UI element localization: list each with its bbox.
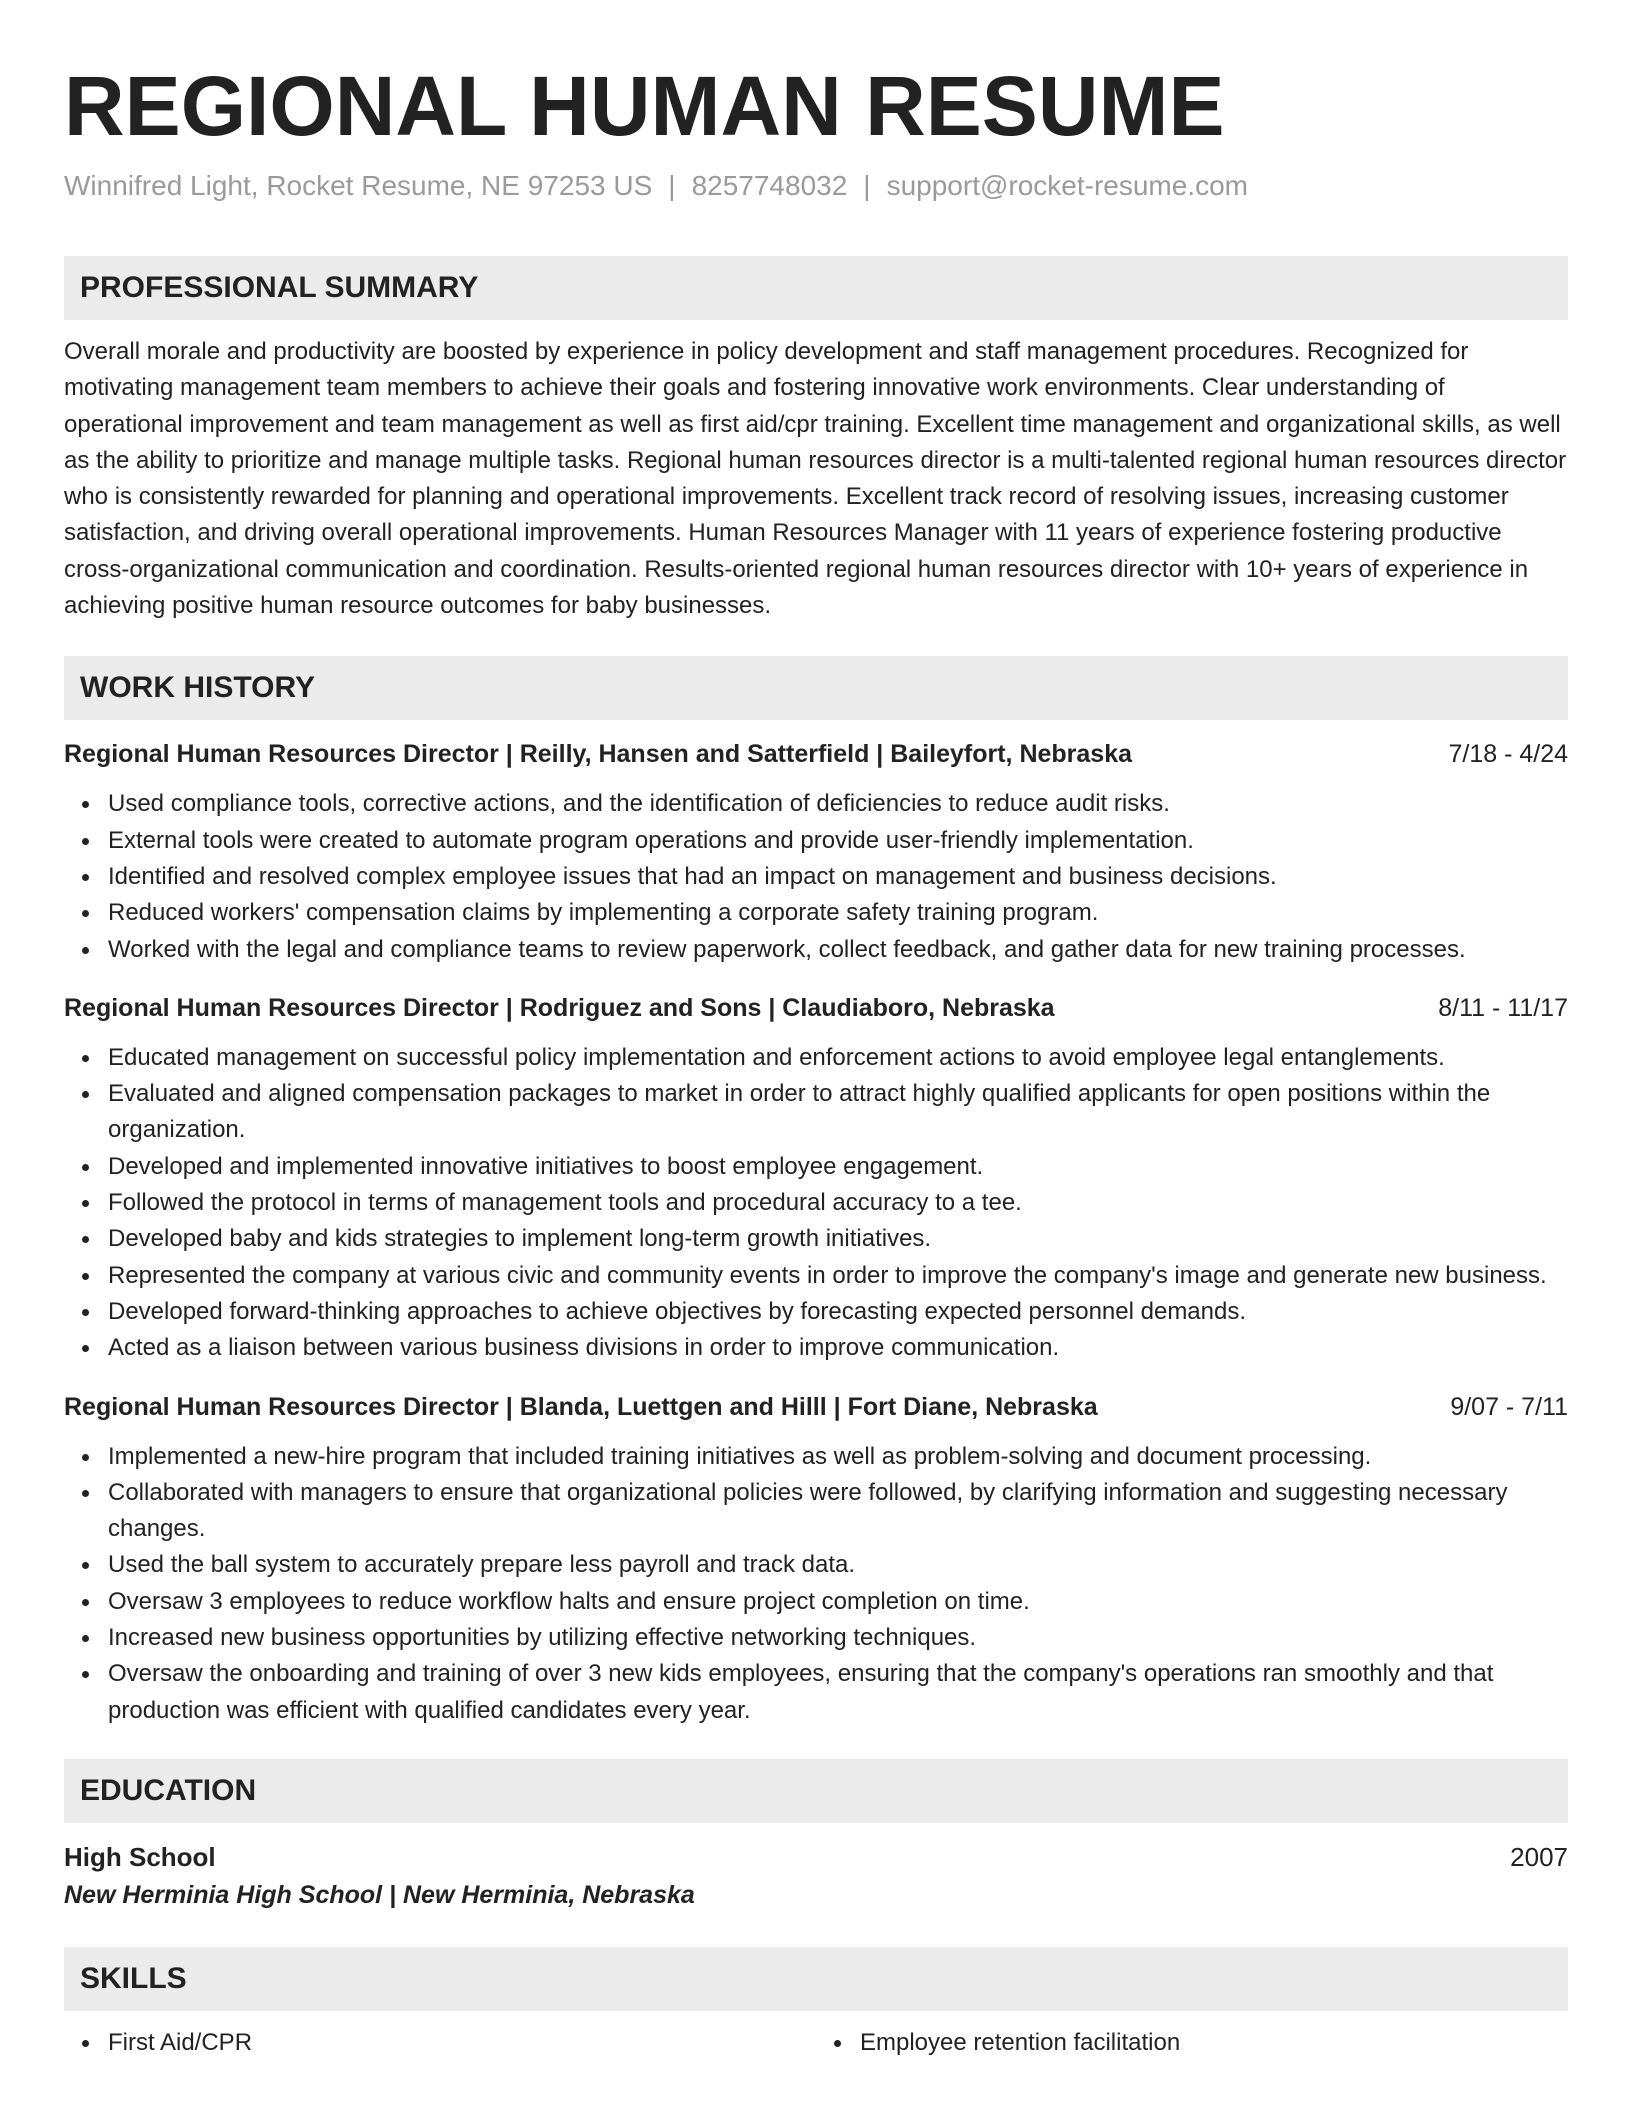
bullet-icon [82, 1236, 89, 1243]
list-item [64, 1620, 1568, 1656]
bullet-icon [82, 1309, 89, 1316]
list-item [64, 1547, 1568, 1583]
list-item-text: Developed baby and kids strategies to implement long-term growth initiatives. [108, 1225, 932, 1253]
bullet-icon [82, 1454, 89, 1461]
contact-email: support@rocket-resume.com [886, 170, 1249, 201]
education-degree: High School [64, 1841, 216, 1872]
bullet-icon [82, 947, 89, 954]
skills-list-right [816, 2025, 1568, 2061]
list-item-text: Oversaw the onboarding and training of over 3 new kids employees, ensuring that the company's operations ran smoothly and that production was efficient with qualified candidates every year. [108, 1660, 1494, 1724]
job-entry [64, 990, 1568, 1367]
education-year: 2007 [1510, 1841, 1568, 1872]
contact-line [64, 168, 1568, 204]
job-header [64, 1389, 1568, 1425]
list-item [64, 895, 1568, 931]
section-heading-skills: SKILLS [64, 1947, 1568, 2011]
section-heading-education: EDUCATION [64, 1759, 1568, 1823]
job-entry [64, 1389, 1568, 1729]
skill-text: Employee retention facilitation [860, 2028, 1181, 2056]
contact-phone: 8257748032 [691, 170, 848, 201]
list-item [64, 1656, 1568, 1729]
section-heading-summary: PROFESSIONAL SUMMARY [64, 256, 1568, 320]
bullet-icon [82, 1273, 89, 1280]
contact-separator: | [668, 170, 676, 201]
bullet-icon [82, 801, 89, 808]
skill-text: First Aid/CPR [108, 2028, 253, 2056]
education-school: New Herminia High School | New Herminia, Nebraska [64, 1880, 695, 1909]
list-item-text: Collaborated with managers to ensure that organizational policies were followed, by clarifying information and suggesting necessary changes. [108, 1478, 1508, 1543]
bullet-icon [82, 1599, 89, 1606]
job-header [64, 736, 1568, 772]
job-title: Regional Human Resources Director | Blanda, Luettgen and Hilll | Fort Diane, Nebraska [64, 1392, 1098, 1421]
skills-columns [64, 2025, 1568, 2061]
list-item [64, 786, 1568, 822]
bullet-icon [82, 838, 89, 845]
section-heading-work-history: WORK HISTORY [64, 656, 1568, 720]
bullet-icon [834, 2040, 841, 2047]
job-dates: 7/18 - 4/24 [1448, 740, 1568, 769]
list-item [816, 2025, 1568, 2061]
list-item-text: Oversaw 3 employees to reduce workflow halts and ensure project completion on time. [108, 1587, 1030, 1615]
list-item [64, 2025, 816, 2061]
job-header [64, 990, 1568, 1026]
job-title: Regional Human Resources Director | Rodriguez and Sons | Claudiaboro, Nebraska [64, 993, 1055, 1022]
list-item-text: External tools were created to automate program operations and provide user-friendly implementation. [108, 826, 1194, 854]
list-item [64, 1149, 1568, 1185]
list-item-text: Used the ball system to accurately prepare less payroll and track data. [108, 1551, 856, 1579]
list-item [64, 1258, 1568, 1294]
list-item-text: Developed forward-thinking approaches to achieve objectives by forecasting expected personnel demands. [108, 1297, 1247, 1325]
list-item [64, 1475, 1568, 1548]
bullet-icon [82, 874, 89, 881]
bullet-icon [82, 1345, 89, 1352]
list-item-text: Used compliance tools, corrective actions, and the identification of deficiencies to reduce audit risks. [108, 790, 1170, 818]
list-item-text: Identified and resolved complex employee issues that had an impact on management and business decisions. [108, 862, 1277, 890]
bullet-icon [82, 1671, 89, 1678]
list-item [64, 1221, 1568, 1257]
list-item [64, 932, 1568, 968]
bullet-icon [82, 2040, 89, 2047]
list-item-text: Worked with the legal and compliance teams to review paperwork, collect feedback, and gather data for new training processes. [108, 935, 1466, 963]
job-entry [64, 736, 1568, 967]
list-item-text: Developed and implemented innovative initiatives to boost employee engagement. [108, 1152, 984, 1180]
list-item [64, 859, 1568, 895]
job-bullets [64, 1040, 1568, 1367]
list-item [64, 1185, 1568, 1221]
list-item-text: Implemented a new-hire program that included training initiatives as well as problem-solving and document processing. [108, 1442, 1372, 1470]
list-item [64, 1439, 1568, 1475]
list-item-text: Increased new business opportunities by utilizing effective networking techniques. [108, 1624, 977, 1652]
skills-list-left [64, 2025, 816, 2061]
list-item-text: Followed the protocol in terms of management tools and procedural accuracy to a tee. [108, 1189, 1022, 1217]
education-entry [64, 1839, 1568, 1913]
education-header [64, 1839, 1568, 1875]
job-bullets [64, 786, 1568, 967]
job-dates: 9/07 - 7/11 [1450, 1392, 1568, 1421]
list-item-text: Educated management on successful policy implementation and enforcement actions to avoid employee legal entanglements. [108, 1043, 1445, 1071]
resume-name: REGIONAL HUMAN RESUME [64, 59, 1225, 153]
bullet-icon [82, 910, 89, 917]
bullet-icon [82, 1635, 89, 1642]
contact-address: Winnifred Light, Rocket Resume, NE 97253 US [64, 170, 653, 201]
bullet-icon [82, 1164, 89, 1171]
list-item [64, 1294, 1568, 1330]
bullet-icon [82, 1490, 89, 1497]
list-item [64, 1040, 1568, 1076]
contact-separator: | [863, 170, 871, 201]
bullet-icon [82, 1091, 89, 1098]
list-item [64, 823, 1568, 859]
list-item [64, 1330, 1568, 1366]
job-title: Regional Human Resources Director | Reilly, Hansen and Satterfield | Baileyfort, Nebraska [64, 740, 1133, 769]
job-bullets [64, 1439, 1568, 1729]
bullet-icon [82, 1200, 89, 1207]
bullet-icon [82, 1055, 89, 1062]
summary-text: Overall morale and productivity are boosted by experience in policy development and staff management procedures. Recognized for motivating management team members to achieve their goals and fostering innovative work environments. Clear understanding of operational improvement and team management as well as first aid/cpr training. Excellent time management and organizational skills, as well as the ability to prioritize and manage multiple tasks. Regional human resources director is a multi-talented regional human resources director who is consistently rewarded for planning and operational improvements. Excellent track record of resolving issues, increasing customer satisfaction, and driving overall operational improvements. Human Resources Manager with 11 years of experience fostering productive cross-organizational communication and coordination. Results-oriented regional human resources director with 10+ years of experience in achieving positive human resource outcomes for baby businesses. [64, 338, 1567, 620]
list-item-text: Evaluated and aligned compensation packages to market in order to attract highly qualified applicants for open positions within the organization. [108, 1080, 1491, 1144]
list-item [64, 1584, 1568, 1620]
list-item [64, 1076, 1568, 1149]
list-item-text: Reduced workers' compensation claims by implementing a corporate safety training program. [108, 899, 1099, 927]
job-dates: 8/11 - 11/17 [1438, 993, 1568, 1022]
list-item-text: Represented the company at various civic and community events in order to improve the company's image and generate new business. [108, 1261, 1547, 1289]
bullet-icon [82, 1562, 89, 1569]
list-item-text: Acted as a liaison between various business divisions in order to improve communication. [108, 1334, 1060, 1362]
